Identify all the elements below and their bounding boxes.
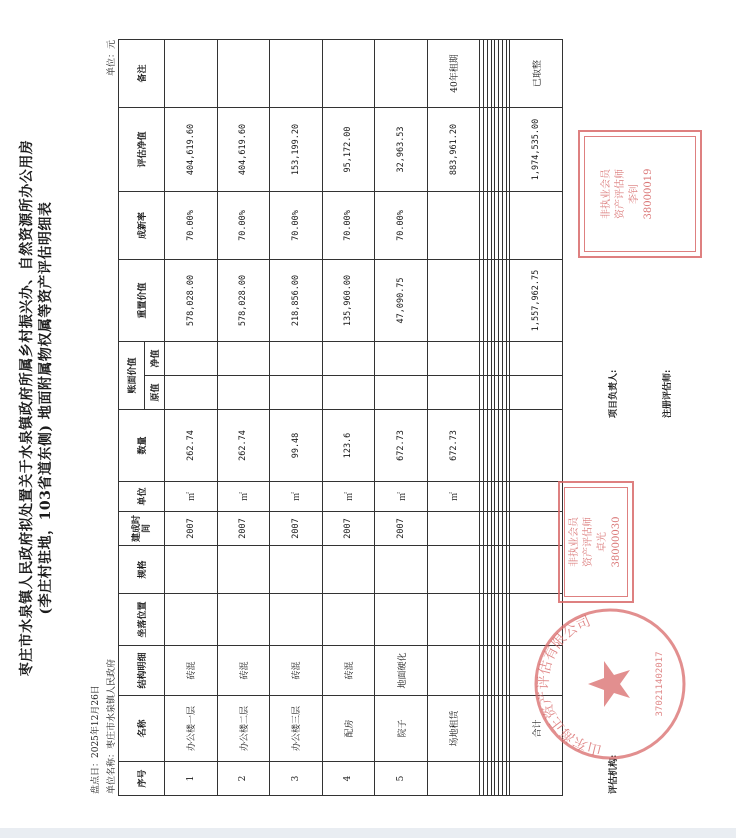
- cell-replacement: 47,090.75: [375, 259, 428, 341]
- cell-newness: 70.00%: [165, 191, 218, 259]
- table-row: [165, 39, 218, 795]
- cell-seq: 3: [270, 762, 323, 796]
- cell-structure: 砖混: [270, 646, 323, 696]
- cell-structure: 砖混: [217, 646, 270, 696]
- cell-qty: 262.74: [165, 410, 218, 482]
- cell-structure: 砖混: [165, 646, 218, 696]
- cell-book-net: [375, 341, 428, 375]
- cell-qty: 99.48: [270, 410, 323, 482]
- seal-code: 370211402017: [655, 651, 665, 717]
- document-title: [18, 38, 56, 778]
- cell-original: [322, 376, 375, 410]
- cell-remarks: [322, 39, 375, 107]
- cell-qty: 123.6: [322, 410, 375, 482]
- seal2-person: 李钊: [629, 184, 640, 204]
- col-quantity: 数量: [119, 410, 165, 482]
- cell-spec: [322, 546, 375, 594]
- cell-remarks: [217, 39, 270, 107]
- table-row: [322, 39, 375, 795]
- total-remarks: 已取整: [510, 39, 563, 107]
- cell-location: [165, 594, 218, 646]
- check-date: 盘点日：2025年12月26日: [91, 685, 101, 794]
- cell-unit: ㎡: [270, 482, 323, 512]
- cell-seq: 4: [322, 762, 375, 796]
- rotated-sheet: [18, 18, 718, 818]
- cell-replacement: 135,960.00: [322, 259, 375, 341]
- table-row: [217, 39, 270, 795]
- cell-original: [217, 376, 270, 410]
- cell-net: 404,619.60: [217, 107, 270, 191]
- col-newness: 成新率: [119, 191, 165, 259]
- cell-year: 2007: [270, 512, 323, 546]
- cell-location: [270, 594, 323, 646]
- cell-structure: 砖混: [322, 646, 375, 696]
- seal1-number: 38000030: [611, 516, 622, 568]
- cell-net: 883,961.20: [427, 107, 480, 191]
- signature-project-lead: 项目负责人:: [609, 369, 619, 418]
- seal-company-name: 山东海正资产评估有限公司: [535, 613, 604, 758]
- cell-name: 办公楼三层: [270, 696, 323, 762]
- cell-original: [427, 376, 480, 410]
- cell-remarks: 40年租期: [427, 39, 480, 107]
- cell-name: 办公楼一层: [165, 696, 218, 762]
- cell-qty: 262.74: [217, 410, 270, 482]
- cell-spec: [217, 546, 270, 594]
- cell-replacement: 578,028.00: [165, 259, 218, 341]
- table-row: [427, 39, 480, 795]
- cell-unit: ㎡: [427, 482, 480, 512]
- cell-year: 2007: [217, 512, 270, 546]
- cell-net: 95,172.00: [322, 107, 375, 191]
- col-replacement: 重置价值: [119, 259, 165, 341]
- cell-book-net: [217, 341, 270, 375]
- cell-seq: 5: [375, 762, 428, 796]
- cell-remarks: [270, 39, 323, 107]
- table-row: [375, 39, 428, 795]
- total-net: 1,974,535.00: [510, 107, 563, 191]
- cell-book-net: [270, 341, 323, 375]
- appraiser-seal-2: [578, 130, 702, 258]
- cell-qty: 672.73: [427, 410, 480, 482]
- cell-book-net: [322, 341, 375, 375]
- cell-unit: ㎡: [217, 482, 270, 512]
- assessment-table: [118, 39, 563, 796]
- cell-location: [217, 594, 270, 646]
- cell-original: [165, 376, 218, 410]
- col-built-year: 建成时间: [119, 512, 165, 546]
- header-row: [119, 39, 145, 795]
- cell-remarks: [375, 39, 428, 107]
- cell-seq: 1: [165, 762, 218, 796]
- signature-appraiser: 注册评估师:: [663, 369, 673, 418]
- currency-unit: 单位：元: [107, 39, 117, 76]
- cell-newness: [427, 191, 480, 259]
- col-appraised-net: 评估净值: [119, 107, 165, 191]
- appraiser-seal-1: [558, 481, 634, 603]
- seal2-member: 非执业会员: [601, 169, 612, 219]
- seal2-number: 38000019: [643, 168, 654, 220]
- col-book-value: 账面价值: [119, 341, 145, 409]
- cell-net: 404,619.60: [165, 107, 218, 191]
- cell-year: [427, 512, 480, 546]
- cell-replacement: 578,028.00: [217, 259, 270, 341]
- table-row: [270, 39, 323, 795]
- cell-newness: 70.00%: [270, 191, 323, 259]
- cell-location: [375, 594, 428, 646]
- seal2-title: 资产评估师: [615, 169, 626, 219]
- col-structure: 结构明细: [119, 646, 165, 696]
- cell-name: 院子: [375, 696, 428, 762]
- signature-org: 评估机构:: [609, 754, 619, 794]
- col-location: 坐落位置: [119, 594, 165, 646]
- cell-name: 配房: [322, 696, 375, 762]
- title-line-1: 枣庄市水泉镇人民政府拟处置关于水泉镇政府所属乡村振兴办、自然资源所办公用房: [19, 139, 35, 677]
- viewer-bottom-bar: [0, 828, 736, 838]
- cell-replacement: 218,856.00: [270, 259, 323, 341]
- cell-newness: 70.00%: [322, 191, 375, 259]
- cell-spec: [270, 546, 323, 594]
- seal1-member: 非执业会员: [569, 517, 580, 567]
- cell-book-net: [427, 341, 480, 375]
- cell-year: 2007: [322, 512, 375, 546]
- title-line-2: (李庄村驻地，103省道东侧) 地面附属物权属等资产评估明细表: [38, 201, 54, 615]
- cell-original: [270, 376, 323, 410]
- cell-book-net: [165, 341, 218, 375]
- star-icon: [588, 661, 630, 707]
- cell-original: [375, 376, 428, 410]
- cell-unit: ㎡: [322, 482, 375, 512]
- col-seq: 序号: [119, 762, 165, 796]
- cell-year: 2007: [165, 512, 218, 546]
- company-seal-stamp: [530, 604, 690, 764]
- cell-replacement: [427, 259, 480, 341]
- col-name: 名称: [119, 696, 165, 762]
- cell-spec: [165, 546, 218, 594]
- cell-spec: [375, 546, 428, 594]
- cell-net: 153,199.20: [270, 107, 323, 191]
- seal1-title: 资产评估师: [583, 517, 594, 567]
- cell-name: 场地租赁: [427, 696, 480, 762]
- cell-newness: 70.00%: [217, 191, 270, 259]
- total-label: 合计: [510, 696, 563, 762]
- cell-location: [427, 594, 480, 646]
- seal1-person: 卓光: [597, 532, 608, 552]
- unit-name: 单位名称：枣庄市水泉镇人民政府: [107, 658, 117, 794]
- cell-spec: [427, 546, 480, 594]
- total-replacement: 1,557,962.75: [510, 259, 563, 341]
- cell-seq: 2: [217, 762, 270, 796]
- col-unit: 单位: [119, 482, 165, 512]
- cell-structure: 地面硬化: [375, 646, 428, 696]
- cell-unit: ㎡: [165, 482, 218, 512]
- cell-year: 2007: [375, 512, 428, 546]
- cell-qty: 672.73: [375, 410, 428, 482]
- cell-net: 32,963.53: [375, 107, 428, 191]
- cell-location: [322, 594, 375, 646]
- col-spec: 规格: [119, 546, 165, 594]
- cell-name: 办公楼二层: [217, 696, 270, 762]
- cell-newness: 70.00%: [375, 191, 428, 259]
- col-remarks: 备注: [119, 39, 165, 107]
- cell-remarks: [165, 39, 218, 107]
- cell-seq: [427, 762, 480, 796]
- col-original: 原值: [145, 376, 165, 410]
- cell-structure: [427, 646, 480, 696]
- col-net: 净值: [145, 341, 165, 375]
- cell-unit: ㎡: [375, 482, 428, 512]
